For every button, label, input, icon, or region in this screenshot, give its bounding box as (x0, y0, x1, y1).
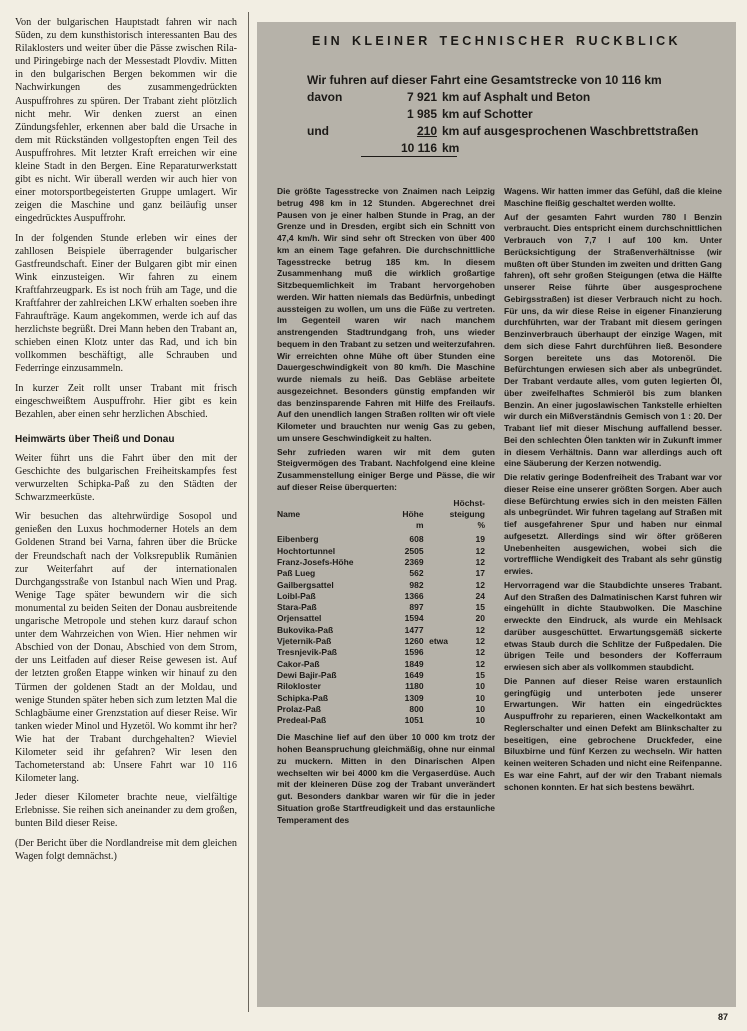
pass-height: 897 (409, 602, 424, 613)
pass-name: Bukovika-Paß (277, 624, 334, 635)
pass-note (428, 693, 450, 704)
pass-name: Cakor-Paß (277, 658, 320, 669)
pass-note (428, 659, 450, 670)
followup-note: (Der Bericht über die Nordlandreise mit dem gleichen Wagen folgt demnächst.) (15, 837, 237, 862)
summary-total-row (307, 140, 662, 157)
pass-grade: 17 (475, 568, 485, 579)
pass-height: 1649 (404, 669, 424, 680)
pass-grade: 19 (475, 534, 485, 545)
box-paragraph: Auf der gesamten Fahrt wurden 780 l Benzin verbraucht. Dies entspricht einem durchschnittlichen Verbrauch von 7,7 l auf 100 km. Unter Berücksichtigung der Straßenverhältnisse (wir mußten oft über Stunden im zweiten und dritten Gang fahren), oft sehr großen Steigungen (etwa die Hälfte unserer Reise führte über ausgesprochene Gebirgsstraßen) ist dieser Verbrauch nicht zu hoch. Für uns, da wir diese Reise in eigener Finanzierung durchführten, war der Trabant mit diesem geringen Benzinverbrauch überhaupt der einzige Wagen, mit dem sich diese Fahrt durchführen ließ. Besondere Sorgen bereitete uns das Motorenöl. Die Befürchtungen erwiesen sich aber als unbegründet. Der Trabant verdaute alles, vom guten legierten Öl, über zweifelhaftes Schmieröl bis zum blanken Benzin. An einer jugoslawischen Tankstelle erhielten wir durch ein Mißverständnis Gemisch von 1 : 20. Der Trabant lief mit dieser Mischung auffallend besser. Bei den schlechten Ölen tankten wir in Zukunft immer in diesem Verhältnis. Dann war allerdings auch oft eine Säuberung der Kerzen notwendig. (504, 211, 722, 469)
table-row (277, 659, 495, 670)
table-row (277, 625, 495, 636)
summary-rule (361, 156, 457, 157)
pass-name: Gailbergsattel (277, 579, 334, 590)
table-row (277, 568, 495, 579)
pass-height: 1309 (404, 692, 424, 703)
summary-intro: Wir fuhren auf dieser Fahrt eine Gesamtstrecke von 10 116 km (307, 73, 662, 87)
left-paragraph: Wir besuchen das altehrwürdige Sosopol und genießen den Luxus hochmoderner Hotels an dem Goldenen Strand bei Varna, fahren über die Brücke der Freundschaft nach der Volksrepublik Rumänien zur Weiterfahrt auf der internationalen Durchgangsstraße von Istanbul nach Wien und Prag. Wenige Tage später bewundern wir die sich monumental zu beiden Seiten der Donau ausbreitende ungarische Metropole und stehen kurz darauf schon unter dem Wahrzeichen von Wien. Hier nehmen wir Abschied von der Donau, Abschied von dem Strom, der uns Leitfaden auf dieser Reise gewesen ist. Auf der letzten großen Etappe winken wir hinauf zu den Türmen der goldenen Stadt an der Moldau, und wenige Stunden später heben sich zum letzten Mal die Schlagbäume einer Grenzstation auf dieser Reise. Wir tanken wieder Minol und Hyzetöl. Wo kommt ihr her? Wie hat der Trabant durchgehalten? Wieviel Kilometer seid ihr gefahren? Wir lesen den Tachometerstand ab: Unsere Fahrt war 10 116 Kilometer lang. (15, 511, 237, 785)
box-title: EIN KLEINER TECHNISCHER RUCKBLICK (312, 34, 681, 48)
table-row (277, 704, 495, 715)
pass-table-body (277, 534, 495, 726)
table-row (277, 557, 495, 568)
pass-height: 2369 (404, 556, 424, 567)
table-row (277, 681, 495, 692)
pass-name: Schipka-Paß (277, 692, 329, 703)
pass-grade: 12 (475, 579, 485, 590)
pass-height: 2505 (404, 545, 424, 556)
table-row (277, 715, 495, 726)
pass-note (428, 602, 450, 613)
box-column-left (277, 186, 495, 828)
table-row (277, 613, 495, 624)
header-name: Name (277, 508, 301, 519)
pass-height: 800 (409, 703, 424, 714)
summary-text: km (442, 141, 460, 155)
summary-text: km auf Schotter (442, 107, 533, 121)
distance-summary (307, 72, 699, 157)
pass-grade: 10 (475, 681, 485, 692)
pass-name: Dewi Bajir-Paß (277, 669, 337, 680)
left-paragraph: Von der bulgarischen Hauptstadt fahren wir nach Süden, zu dem kunsthistorisch interessanten Bau des Rilaklosters und weiter über die Pässe zwischen Rila- und Piringebirge nach der Messestadt Plovdiv. Mitten in den bulgarischen Bergen bekommen wir die Nachwirkungen des zusammengedrückten Auspuffrohres zu spüren. Der Trabant zieht plötzlich nicht mehr. Wir denken zuerst an einen Zündungsfehler, erkennen aber bald die Ursache in dem mit Rückständen vollgestopften engen Teil des Auspuffrohres. Mit letzter Kraft erreichen wir eine kleine Stadt in den Bergen. Eine Reparaturwerkstatt gibt es nicht. Wir überall werden wir auch hier von einer motorsportbegeisterten Gruppe umlagert. Wir zeigen die Maschine und ganz beiläufig unser eingedrücktes Auspuffrohr. (15, 17, 237, 225)
pass-grade: 20 (475, 613, 485, 624)
left-paragraph: In kurzer Zeit rollt unser Trabant mit frisch eingeschweißtem Auspuffrohr. Hier gibt es kein Bezahlen, aber einen sehr herzlichen Abschied. (15, 382, 237, 420)
pass-height: 1594 (404, 613, 424, 624)
page-number: 87 (718, 1012, 729, 1022)
pass-grade: 12 (475, 556, 485, 567)
table-header-row (277, 498, 495, 521)
pass-name: Paß Lueg (277, 568, 316, 579)
unit-blank (428, 520, 450, 534)
summary-number: 210 (416, 124, 437, 138)
pass-note (428, 568, 450, 579)
pass-note (428, 625, 450, 636)
pass-note (428, 546, 450, 557)
summary-number: 1 985 (406, 107, 437, 121)
pass-grade: 12 (475, 647, 485, 658)
pass-grade: 24 (475, 590, 485, 601)
table-row (277, 647, 495, 658)
unit-blank (277, 520, 372, 534)
pass-note (428, 580, 450, 591)
box-paragraph: Die Maschine lief auf den über 10 000 km trotz der hohen Beanspruchung gleichmäßig, ohne nur einmal zu muckern. Mitten in den Dinarischen Alpen wechselten wir bei 4000 km die Vergaserdüse. Auch mit der kleineren Düse zog der Trabant unverändert gut. Besonders dankbar waren wir für die in jeder Situation große Startfreudigkeit und das erstaunliche Temperament des (277, 732, 495, 825)
table-row (277, 580, 495, 591)
box-paragraph: Wagens. Wir hatten immer das Gefühl, daß die kleine Maschine fleißig geschaltet werden wollte. (504, 186, 722, 208)
table-row (277, 693, 495, 704)
pass-grade: 12 (475, 624, 485, 635)
pass-grade: 12 (475, 636, 485, 647)
pass-note (428, 704, 450, 715)
left-paragraph: Jeder dieser Kilometer brachte neue, vielfältige Erlebnisse. Sie reihen sich aneinander zu dem großen, bunten Bild dieser Reise. (15, 792, 237, 830)
pass-name: Stara-Paß (277, 602, 317, 613)
unit-grade: % (477, 520, 485, 531)
summary-total: 10 116 (400, 141, 437, 155)
summary-lead: und (307, 124, 329, 138)
pass-name: Predeal-Paß (277, 715, 327, 726)
summary-row (307, 106, 662, 123)
pass-note (428, 613, 450, 624)
pass-note (428, 670, 450, 681)
pass-grade: 12 (475, 545, 485, 556)
pass-note (428, 647, 450, 658)
summary-row (307, 123, 699, 140)
pass-name: Orjensattel (277, 613, 322, 624)
pass-note (428, 534, 450, 545)
table-row (277, 670, 495, 681)
header-grade: Höchst-steigung (449, 497, 485, 519)
pass-height: 982 (409, 579, 424, 590)
box-paragraph: Die Pannen auf dieser Reise waren erstaunlich geringfügig und unterboten jede unserer Erwartungen. Wir hatten ein eingedrücktes Auspuffrohr zu reparieren, einen Wackelkontakt am Reglerschalter und einen Defekt am Blinkschalter zu beseitigen, eine gebrochene Druckfeder, eine Biluxbirne und fünf Kerzen zu wechseln. Wir hatten keinen weiteren Schaden und nicht eine Reifenpanne. Es war eine Fahrt, auf der wir den Trabant niemals schonen konnten. Er hat sich bestens bewährt. (504, 675, 722, 792)
table-units-row (277, 520, 495, 534)
pass-height: 1366 (404, 590, 424, 601)
pass-grade: 10 (475, 715, 485, 726)
column-divider (248, 12, 249, 1012)
pass-grade: 15 (475, 602, 485, 613)
summary-number: 7 921 (406, 90, 437, 104)
pass-name: Franz-Josefs-Höhe (277, 556, 354, 567)
table-row (277, 546, 495, 557)
pass-height: 1849 (404, 658, 424, 669)
table-row (277, 636, 495, 647)
pass-grade: 15 (475, 669, 485, 680)
pass-name: Eibenberg (277, 534, 319, 545)
pass-name: Prolaz-Paß (277, 703, 321, 714)
section-heading: Heimwärts über Theiß und Donau (15, 433, 175, 445)
summary-text: km auf ausgesprochenen Waschbrettstraßen (442, 124, 699, 138)
pass-grade: 10 (475, 703, 485, 714)
box-paragraph: Die relativ geringe Bodenfreiheit des Trabant war vor dieser Reise eine unserer größten Sorgen. Aber auch diese Befürchtung erwies sich in den meisten Fällen als unbegründet. Wir fuhren tagelang auf Straßen mit tief ausgefahrener Spur und haben nur einmal aufgesetzt. Allerdings sind wir öfter größeren Unebenheiten ausgewichen, wobei sich die vortreffliche Wendigkeit des Trabant als sehr günstig erwies. (504, 472, 722, 576)
pass-grade: 12 (475, 658, 485, 669)
pass-name: Tresnjevik-Paß (277, 647, 338, 658)
box-column-right (504, 186, 722, 795)
pass-height: 1260 (404, 636, 424, 647)
pass-name: Loibl-Paß (277, 590, 316, 601)
table-row (277, 602, 495, 613)
pass-grade: 10 (475, 692, 485, 703)
summary-lead: davon (307, 90, 343, 104)
summary-row (307, 89, 662, 106)
pass-name: Hochtortunnel (277, 545, 336, 556)
pass-height: 608 (409, 534, 424, 545)
pass-note (428, 715, 450, 726)
left-column (15, 16, 237, 869)
pass-note (428, 681, 450, 692)
left-paragraph: Weiter führt uns die Fahrt über den mit der Geschichte des bulgarischen Freiheitskampfes fest verwurzelten Schipka-Paß zu den Städten der Schwarzmeerküste. (15, 452, 237, 504)
technical-review-box (257, 22, 736, 1007)
pass-note: etwa (429, 636, 449, 647)
table-row (277, 534, 495, 545)
table-row (277, 591, 495, 602)
pass-height: 1596 (404, 647, 424, 658)
box-paragraph: Hervorragend war die Staubdichte unseres Trabant. Auf den Straßen des Dalmatinischen Karst fuhren wir eingehüllt in dichte Staubwolken. Die Maschine erweckte den Eindruck, als wurde ein Mehlsack darüber ausgeschüttet. Erwartungsgemäß sickerte etwas Staub durch die Schlitze der Fußpedalen. Die übrigen Teile und besonders der Kofferraum erwiesen sich aber als vollkommen staubdicht. (504, 579, 722, 672)
unit-height: m (416, 520, 424, 531)
pass-height: 562 (409, 568, 424, 579)
pass-height: 1051 (404, 715, 424, 726)
pass-height: 1477 (404, 624, 424, 635)
pass-height: 1180 (405, 681, 424, 692)
left-paragraph: In der folgenden Stunde erleben wir eines der zahllosen Beispiele überragender bulgarischer Gastfreundschaft. Einer der Bulgaren gibt mir einen Wink einzusteigen. Wir fahren zu einem Kraftfahrzeugpark. Es ist noch früh am Tage, und die Kraftfahrer der zahlreichen LKW erhalten soeben ihre Fahraufträge. Kaum angekommen, werde ich auf das herzlichste begrüßt. Drei Mann heben den Trabant an, schieben einen Klotz unter das Rad, und ich bin vollkommen beschäftigt, alle Schrauben und Federringe einzusammeln. (15, 232, 237, 375)
pass-name: Vjeternik-Paß (277, 636, 332, 647)
box-paragraph: Die größte Tagesstrecke von Znaimen nach Leipzig betrug 498 km in 12 Stunden. Abgerechnet drei Pausen von je einer halben Stunde in Prag, an der Grenze und in Dresden, ergibt sich ein Schnitt von 47,4 km/h. Wir sind sehr oft Strecken von über 400 km an einem Tage gefahren. Die durchschnittliche Tagesstrecke betrug 185 km. In diesem Zusammenhang muß die wirklich großartige Sitzbequemlichkeit im Trabant hervorgehoben werden. Wir hatten niemals das Bedürfnis, unbedingt aussteigen zu wollen, um uns die Füße zu vertreten. Im Gegenteil waren wir nach manchem anstrengenden Stadtrundgang froh, uns wieder bequem in den Trabant zu setzen und weiterzufahren. Wir erreichten ohne Mühe oft über Stunden eine Dauergeschwindigkeit von 80 km/h. Die Maschine wurde niemals zu heiß. Das Gebläse arbeitete ausgezeichnet. Besonders günstig empfanden wir das benzinsparende Fahren mit Hilfe des Freilaufs. Auf den unendlich langen Straßen rollten wir oft viele Kilometer und brauchten nur wenig Gas zu geben, um unsere Geschwindigkeit zu halten. (277, 186, 495, 443)
summary-text: km auf Asphalt und Beton (442, 90, 591, 104)
pass-table (277, 498, 495, 727)
header-blank (428, 498, 450, 521)
pass-note (428, 557, 450, 568)
pass-note (428, 591, 450, 602)
box-paragraph: Sehr zufrieden waren wir mit dem guten Steigvermögen des Trabant. Nachfolgend eine kleine Zusammenstellung einiger Berge und Pässe, die wir auf dieser Reise überquerten: (277, 446, 495, 492)
pass-name: Rilokloster (277, 681, 321, 692)
header-height: Höhe (402, 508, 424, 519)
